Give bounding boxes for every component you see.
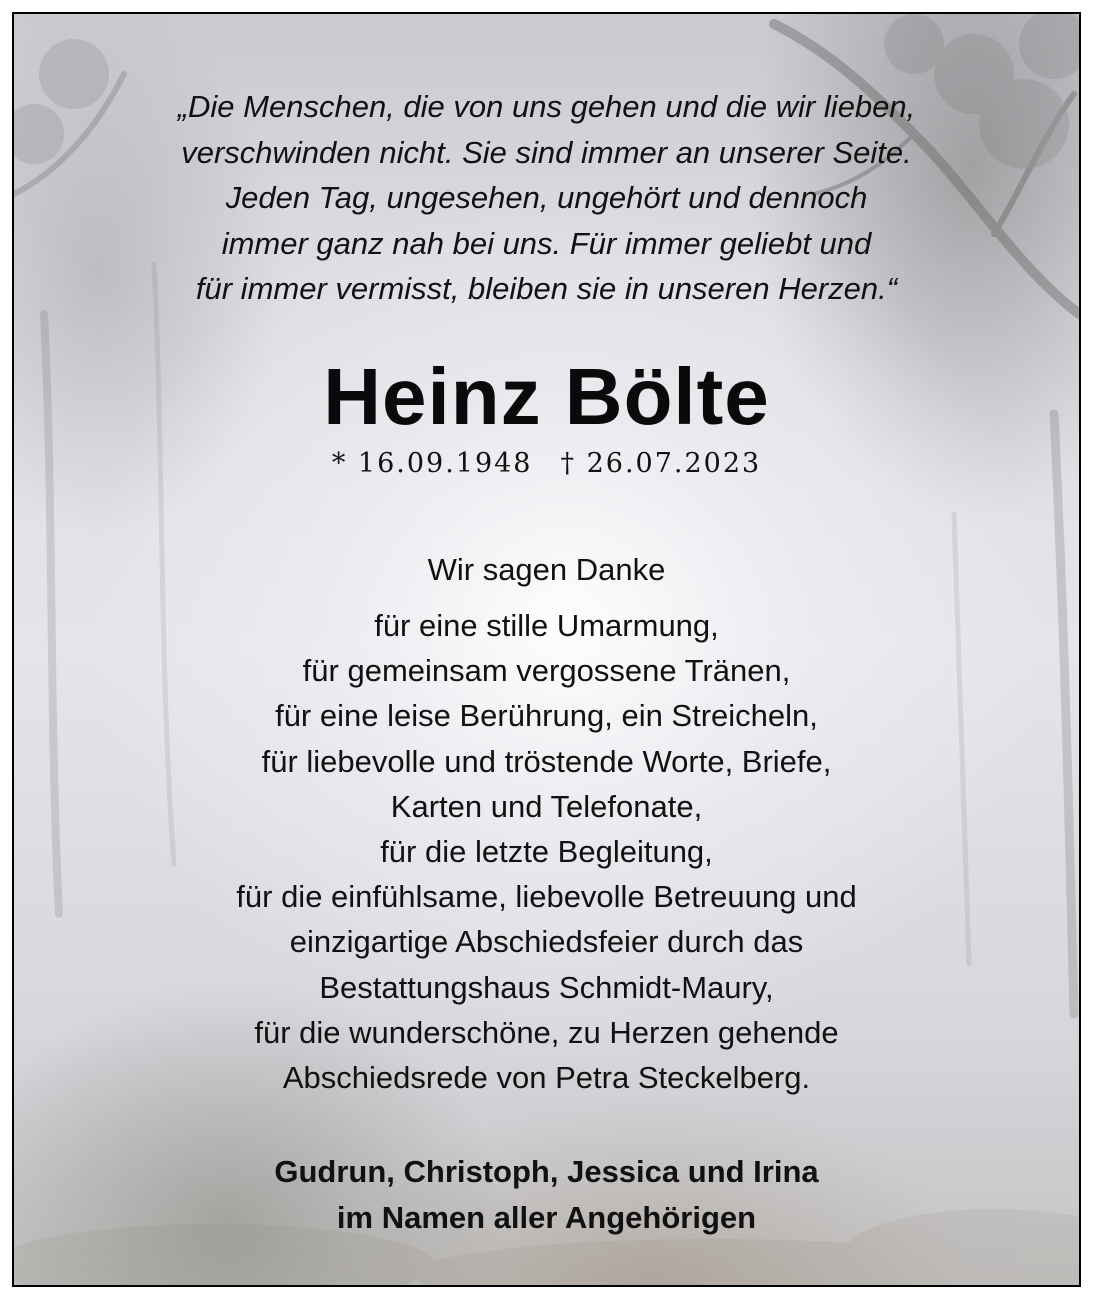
thanks-text [14, 603, 1079, 1100]
thanks-heading: Wir sagen Danke [427, 552, 666, 587]
quote-line: immer ganz nah bei uns. Für immer geliebt und [221, 225, 872, 261]
quote-line: verschwinden nicht. Sie sind immer an unserer Seite. [181, 134, 912, 170]
deceased-name: Heinz Bölte [323, 352, 770, 441]
obituary-card [12, 12, 1081, 1287]
thanks-line: Bestattungshaus Schmidt-Maury, [319, 969, 774, 1005]
thanks-line: Karten und Telefonate, [390, 788, 703, 824]
thanks-line: für eine stille Umarmung, [374, 608, 719, 643]
birth-date: * 16.09.1948 [331, 448, 533, 479]
signature-note: im Namen aller Angehörigen [336, 1200, 757, 1235]
memorial-quote [14, 84, 1079, 312]
thanks-line: für gemeinsam vergossene Tränen, [302, 653, 791, 689]
quote-line: Jeden Tag, ungesehen, ungehört und dennoch [225, 180, 868, 215]
quote-line: für immer vermisst, bleiben sie in unseren Herzen.“ [195, 271, 898, 306]
thanks-line: für eine leise Berührung, ein Streicheln, [275, 698, 818, 734]
signature-names: Gudrun, Christoph, Jessica und Irina [274, 1154, 819, 1189]
thanks-line: für die einfühlsame, liebevolle Betreuung und [236, 879, 857, 915]
thanks-line: Abschiedsrede von Petra Steckelberg. [282, 1060, 811, 1096]
signature [14, 1149, 1079, 1241]
quote-line: „Die Menschen, die von uns gehen und die wir lieben, [177, 89, 916, 124]
forest-background [14, 14, 1079, 1285]
thanks-line: für die letzte Begleitung, [380, 834, 713, 870]
thanks-line: für die wunderschöne, zu Herzen gehende [254, 1014, 839, 1050]
death-date: † 26.07.2023 [560, 448, 762, 479]
thanks-line: einzigartige Abschiedsfeier durch das [289, 924, 804, 960]
thanks-line: für liebevolle und tröstende Worte, Briefe, [261, 743, 832, 779]
life-dates [14, 444, 1079, 484]
obituary-content [14, 14, 1079, 1285]
